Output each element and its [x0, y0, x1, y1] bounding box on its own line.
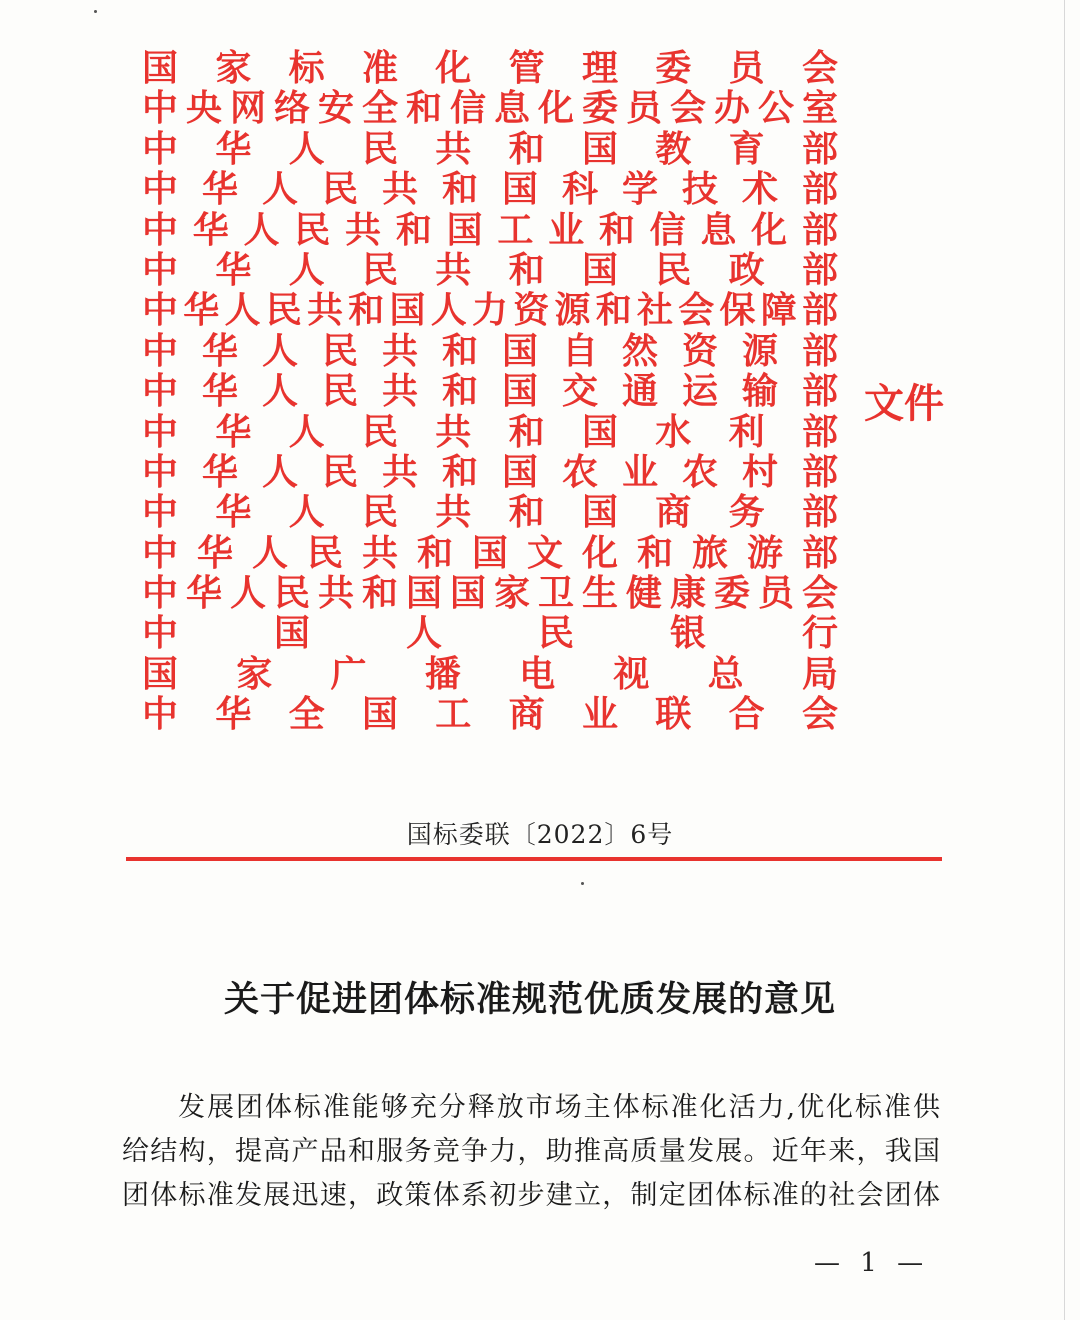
agency-char: 部: [801, 329, 838, 372]
agency-char: 家: [236, 652, 273, 695]
agency-char: 会: [669, 87, 706, 130]
agency-char: 和: [405, 87, 442, 130]
agency-char: 家: [215, 47, 252, 89]
agency-char: 络: [273, 87, 310, 130]
agency-char: 央: [185, 87, 222, 130]
agency-char: 国: [405, 572, 442, 615]
agency-char: 室: [801, 87, 838, 130]
agency-char: 中: [141, 612, 178, 655]
agency-char: 电: [519, 652, 556, 695]
agency-char: 利: [728, 410, 765, 453]
document-title: 关于促进团体标准规范优质发展的意见: [223, 979, 836, 1020]
agency-char: 中: [141, 168, 178, 211]
agency-char: 资: [513, 289, 550, 332]
agency-char: 人: [261, 370, 298, 413]
agency-char: 全: [361, 87, 398, 130]
agency-char: 中: [141, 491, 178, 534]
agency-char: 中: [141, 410, 178, 453]
agency-char: 会: [801, 572, 838, 615]
agency-char: 民: [537, 612, 574, 655]
agency-char: 国: [471, 531, 508, 574]
agency-char: 人: [261, 168, 298, 211]
agency-char: 育: [728, 127, 765, 170]
agency-char: 然: [621, 329, 658, 372]
agency-char: 障: [760, 289, 797, 332]
agency-char: 技: [681, 168, 718, 211]
agency-line: [140, 210, 840, 250]
agency-char: 业: [621, 450, 658, 493]
agency-char: 部: [801, 531, 838, 574]
agency-char: 民: [321, 329, 358, 372]
agency-char: 安: [317, 87, 354, 130]
agency-line: [140, 129, 840, 169]
issuing-agencies: [140, 48, 840, 735]
agency-char: 办: [713, 87, 750, 130]
agency-char: 委: [713, 572, 750, 615]
agency-char: 国: [389, 289, 426, 332]
agency-char: 共: [345, 208, 382, 251]
body-line: 发展团体标准能够充分释放市场主体标准化活力,优化标准供: [178, 1092, 940, 1123]
agency-char: 共: [381, 329, 418, 372]
agency-char: 民: [321, 168, 358, 211]
agency-char: 会: [678, 289, 715, 332]
agency-char: 华: [185, 572, 222, 615]
agency-char: 政: [728, 248, 765, 291]
agency-char: 视: [613, 652, 650, 695]
agency-char: 部: [801, 491, 838, 534]
agency-char: 中: [141, 329, 178, 372]
agency-char: 人: [261, 329, 298, 372]
agency-char: 科: [561, 168, 598, 211]
scan-speck: [581, 882, 584, 885]
agency-char: 民: [294, 208, 331, 251]
document-suffix: 文件: [864, 380, 944, 427]
page-number: — 1 —: [814, 1248, 930, 1278]
agency-char: 部: [801, 450, 838, 493]
agency-char: 公: [757, 87, 794, 130]
agency-line: [140, 290, 840, 330]
agency-char: 国: [501, 370, 538, 413]
agency-char: 中: [141, 572, 178, 615]
agency-char: 水: [655, 410, 692, 453]
agency-line: [140, 169, 840, 209]
agency-char: 民: [361, 248, 398, 291]
agency-char: 国: [581, 248, 618, 291]
agency-char: 国: [361, 693, 398, 736]
agency-char: 中: [141, 208, 178, 251]
agency-char: 共: [435, 127, 472, 170]
agency-char: 中: [141, 531, 178, 574]
agency-char: 国: [581, 410, 618, 453]
agency-char: 华: [215, 410, 252, 453]
agency-char: 共: [435, 491, 472, 534]
agency-char: 源: [554, 289, 591, 332]
agency-char: 共: [381, 168, 418, 211]
agency-char: 息: [493, 87, 530, 130]
agency-char: 华: [201, 168, 238, 211]
document-number: 国标委联〔2022〕6号: [406, 820, 674, 849]
agency-char: 华: [201, 450, 238, 493]
agency-char: 员: [728, 47, 765, 89]
agency-char: 国: [141, 47, 178, 89]
agency-char: 华: [192, 208, 229, 251]
agency-line: [140, 412, 840, 452]
agency-char: 华: [196, 531, 233, 574]
agency-char: 文: [526, 531, 563, 574]
agency-char: 部: [801, 208, 838, 251]
agency-char: 民: [361, 491, 398, 534]
agency-char: 网: [229, 87, 266, 130]
body-text: [122, 1086, 940, 1218]
agency-char: 部: [801, 248, 838, 291]
agency-char: 国: [141, 652, 178, 695]
agency-char: 民: [655, 248, 692, 291]
agency-char: 教: [655, 127, 692, 170]
agency-char: 和: [636, 531, 673, 574]
agency-char: 人: [430, 289, 467, 332]
agency-char: 共: [435, 410, 472, 453]
agency-char: 和: [441, 329, 478, 372]
agency-char: 华: [183, 289, 220, 332]
agency-char: 力: [471, 289, 508, 332]
agency-char: 中: [141, 370, 178, 413]
agency-line: [140, 331, 840, 371]
agency-char: 行: [801, 612, 838, 655]
agency-line: [140, 371, 840, 411]
agency-char: 国: [501, 450, 538, 493]
agency-char: 化: [435, 47, 472, 89]
agency-char: 资: [681, 329, 718, 372]
agency-char: 信: [449, 87, 486, 130]
agency-char: 村: [741, 450, 778, 493]
agency-char: 国: [581, 127, 618, 170]
agency-char: 旅: [691, 531, 728, 574]
agency-char: 化: [537, 87, 574, 130]
agency-line: [140, 694, 840, 734]
scan-speck: [94, 10, 97, 13]
agency-char: 人: [229, 572, 266, 615]
agency-char: 共: [361, 531, 398, 574]
agency-char: 人: [224, 289, 261, 332]
agency-char: 息: [700, 208, 737, 251]
agency-char: 和: [416, 531, 453, 574]
agency-char: 国: [449, 572, 486, 615]
agency-char: 农: [681, 450, 718, 493]
agency-char: 务: [728, 491, 765, 534]
agency-char: 民: [361, 127, 398, 170]
agency-char: 民: [321, 450, 358, 493]
agency-char: 和: [441, 168, 478, 211]
agency-char: 共: [381, 450, 418, 493]
agency-char: 管: [508, 47, 545, 89]
agency-char: 人: [288, 248, 325, 291]
agency-char: 播: [424, 652, 461, 695]
agency-char: 社: [636, 289, 673, 332]
agency-line: [140, 573, 840, 613]
agency-char: 华: [215, 693, 252, 736]
agency-char: 国: [446, 208, 483, 251]
agency-char: 运: [681, 370, 718, 413]
agency-line: [140, 250, 840, 290]
agency-char: 中: [141, 248, 178, 291]
agency-char: 卫: [537, 572, 574, 615]
agency-char: 国: [501, 329, 538, 372]
agency-char: 化: [581, 531, 618, 574]
agency-char: 和: [348, 289, 385, 332]
agency-char: 化: [751, 208, 788, 251]
agency-char: 工: [435, 693, 472, 736]
agency-char: 源: [741, 329, 778, 372]
agency-line: [140, 492, 840, 532]
agency-char: 中: [141, 693, 178, 736]
agency-char: 中: [141, 289, 178, 332]
agency-char: 中: [141, 450, 178, 493]
agency-char: 华: [215, 248, 252, 291]
agency-char: 联: [655, 693, 692, 736]
agency-char: 标: [288, 47, 325, 89]
agency-char: 共: [435, 248, 472, 291]
agency-char: 华: [201, 329, 238, 372]
agency-char: 员: [625, 87, 662, 130]
agency-char: 和: [441, 450, 478, 493]
agency-char: 人: [405, 612, 442, 655]
agency-char: 和: [595, 289, 632, 332]
agency-char: 人: [243, 208, 280, 251]
agency-char: 会: [801, 47, 838, 89]
agency-char: 商: [655, 491, 692, 534]
agency-char: 交: [561, 370, 598, 413]
body-line: 团体标准发展迅速，政策体系初步建立，制定团体标准的社会团体: [122, 1180, 940, 1211]
agency-char: 人: [251, 531, 288, 574]
agency-char: 部: [801, 127, 838, 170]
agency-char: 合: [728, 693, 765, 736]
agency-char: 民: [265, 289, 302, 332]
agency-char: 委: [581, 87, 618, 130]
agency-char: 人: [288, 491, 325, 534]
agency-char: 自: [561, 329, 598, 372]
agency-char: 部: [801, 410, 838, 453]
agency-char: 和: [441, 370, 478, 413]
agency-char: 游: [746, 531, 783, 574]
agency-char: 部: [801, 168, 838, 211]
agency-char: 理: [581, 47, 618, 89]
agency-char: 健: [625, 572, 662, 615]
agency-char: 民: [361, 410, 398, 453]
agency-char: 共: [317, 572, 354, 615]
agency-char: 和: [395, 208, 432, 251]
agency-line: [140, 48, 840, 88]
agency-char: 和: [508, 127, 545, 170]
page-edge: [1064, 0, 1065, 1320]
agency-char: 业: [581, 693, 618, 736]
agency-char: 国: [273, 612, 310, 655]
agency-char: 农: [561, 450, 598, 493]
agency-char: 部: [801, 289, 838, 332]
agency-char: 准: [361, 47, 398, 89]
agency-char: 员: [757, 572, 794, 615]
red-divider: [126, 857, 942, 861]
agency-char: 华: [201, 370, 238, 413]
agency-char: 局: [801, 652, 838, 695]
agency-char: 输: [741, 370, 778, 413]
agency-char: 委: [655, 47, 692, 89]
agency-char: 部: [801, 370, 838, 413]
agency-char: 信: [649, 208, 686, 251]
agency-char: 家: [493, 572, 530, 615]
agency-char: 中: [141, 127, 178, 170]
agency-char: 和: [508, 491, 545, 534]
agency-char: 民: [306, 531, 343, 574]
agency-char: 国: [501, 168, 538, 211]
agency-line: [140, 654, 840, 694]
agency-char: 银: [669, 612, 706, 655]
agency-char: 总: [707, 652, 744, 695]
agency-char: 广: [330, 652, 367, 695]
agency-line: [140, 613, 840, 653]
agency-char: 和: [508, 248, 545, 291]
agency-char: 会: [801, 693, 838, 736]
agency-char: 中: [141, 87, 178, 130]
agency-char: 民: [321, 370, 358, 413]
agency-char: 人: [288, 410, 325, 453]
agency-char: 华: [215, 491, 252, 534]
agency-char: 共: [381, 370, 418, 413]
agency-char: 和: [508, 410, 545, 453]
agency-char: 学: [621, 168, 658, 211]
body-line: 给结构，提高产品和服务竞争力，助推高质量发展。近年来，我国: [122, 1136, 940, 1167]
agency-char: 通: [621, 370, 658, 413]
agency-char: 商: [508, 693, 545, 736]
agency-char: 工: [497, 208, 534, 251]
agency-char: 华: [215, 127, 252, 170]
agency-char: 生: [581, 572, 618, 615]
agency-line: [140, 533, 840, 573]
agency-char: 全: [288, 693, 325, 736]
agency-char: 业: [548, 208, 585, 251]
agency-char: 和: [361, 572, 398, 615]
agency-char: 和: [598, 208, 635, 251]
agency-line: [140, 452, 840, 492]
agency-char: 人: [288, 127, 325, 170]
agency-line: [140, 88, 840, 128]
agency-char: 保: [719, 289, 756, 332]
agency-char: 国: [581, 491, 618, 534]
agency-char: 术: [741, 168, 778, 211]
agency-char: 人: [261, 450, 298, 493]
agency-char: 民: [273, 572, 310, 615]
agency-char: 共: [306, 289, 343, 332]
agency-char: 康: [669, 572, 706, 615]
